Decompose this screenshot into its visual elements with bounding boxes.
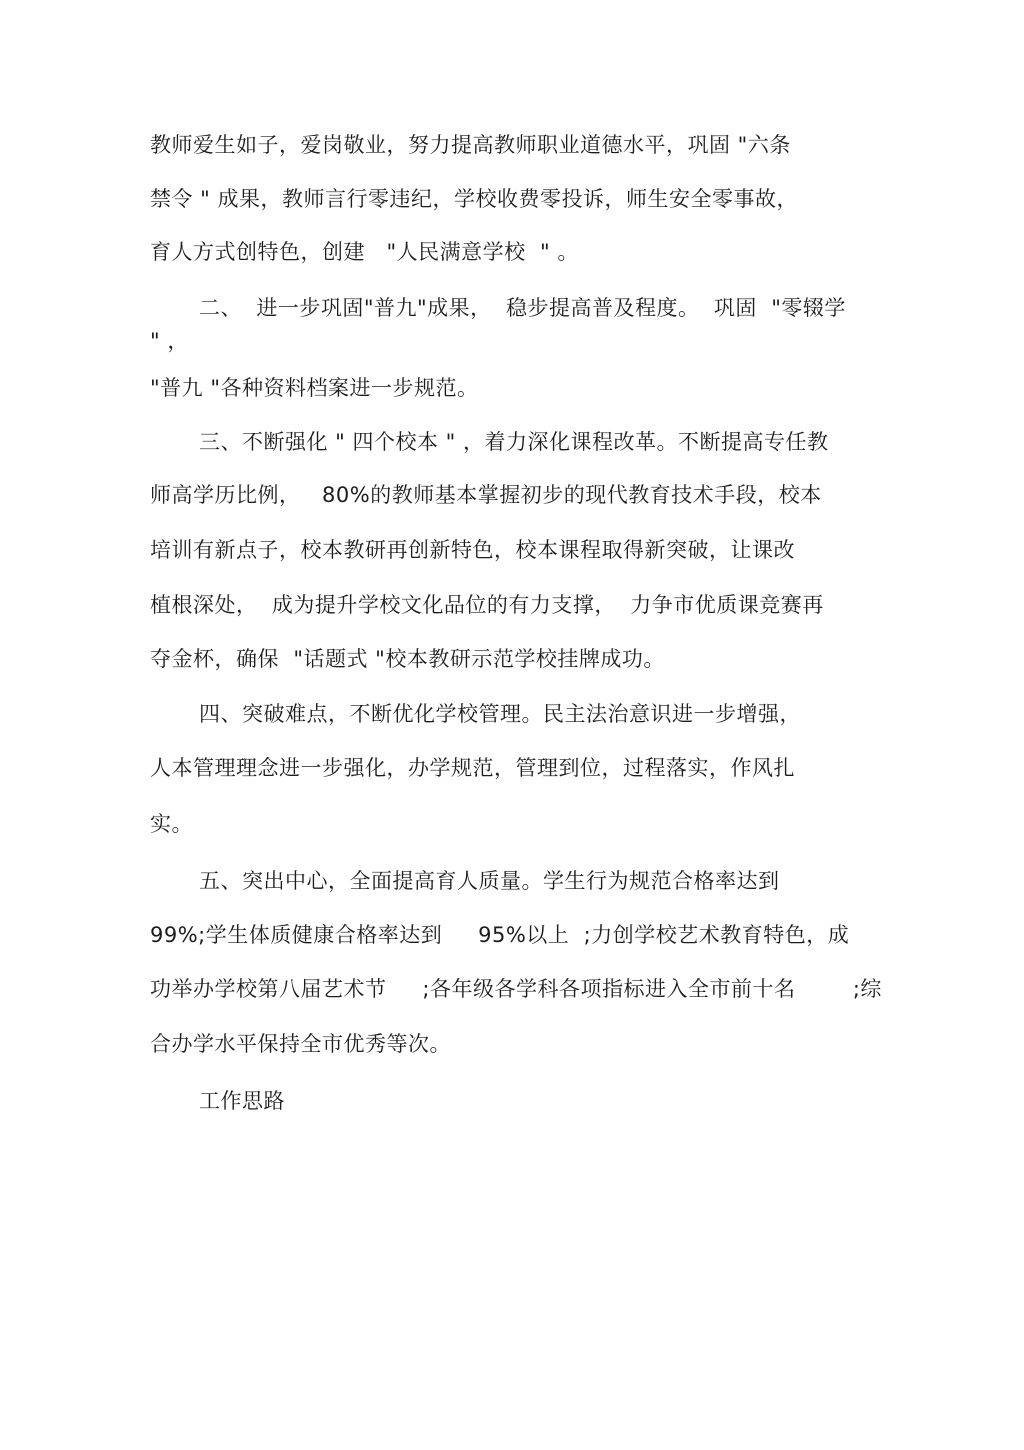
text-line: 师高学历比例， 80%的教师基本掌握初步的现代教育技术手段，校本 — [150, 483, 822, 507]
text-line: "普九 "各种资料档案进一步规范。 — [150, 376, 479, 400]
text-line: " ， — [150, 329, 189, 353]
text-line: 夺金杯，确保 "话题式 "校本教研示范学校挂牌成功。 — [150, 647, 665, 671]
text-line: 禁令 " 成果，教师言行零违纪，学校收费零投诉，师生安全零事故， — [150, 187, 799, 211]
text-line: 二、 进一步巩固"普九"成果， 稳步提高普及程度。 巩固 "零辍学 — [199, 296, 846, 320]
text-line: 育人方式创特色，创建 "人民满意学校 " 。 — [150, 240, 579, 264]
text-line: 四、突破难点，不断优化学校管理。民主法治意识进一步增强， — [199, 702, 801, 726]
text-line: 培训有新点子，校本教研再创新特色，校本课程取得新突破，让课改 — [150, 538, 795, 562]
text-line: 实。 — [150, 812, 193, 836]
text-line: 99%;学生体质健康合格率达到 95%以上 ;力创学校艺术教育特色，成 — [150, 923, 850, 947]
text-line: 合办学水平保持全市优秀等次。 — [150, 1032, 451, 1056]
text-line: 植根深处， 成为提升学校文化品位的有力支撑， 力争市优质课竞赛再 — [150, 593, 824, 617]
text-line: 人本管理理念进一步强化，办学规范，管理到位，过程落实，作风扎 — [150, 756, 795, 780]
section-heading: 工作思路 — [199, 1089, 285, 1113]
text-line: 五、突出中心，全面提高育人质量。学生行为规范合格率达到 — [199, 869, 780, 893]
text-line: 功举办学校第八届艺术节 ;各年级各学科各项指标进入全市前十名 ;综 — [150, 977, 882, 1001]
text-line: 教师爱生如子，爱岗敬业，努力提高教师职业道德水平，巩固 "六条 — [150, 133, 791, 157]
text-line: 三、不断强化 " 四个校本 " ，着力深化课程改革。不断提高专任教 — [199, 430, 829, 454]
